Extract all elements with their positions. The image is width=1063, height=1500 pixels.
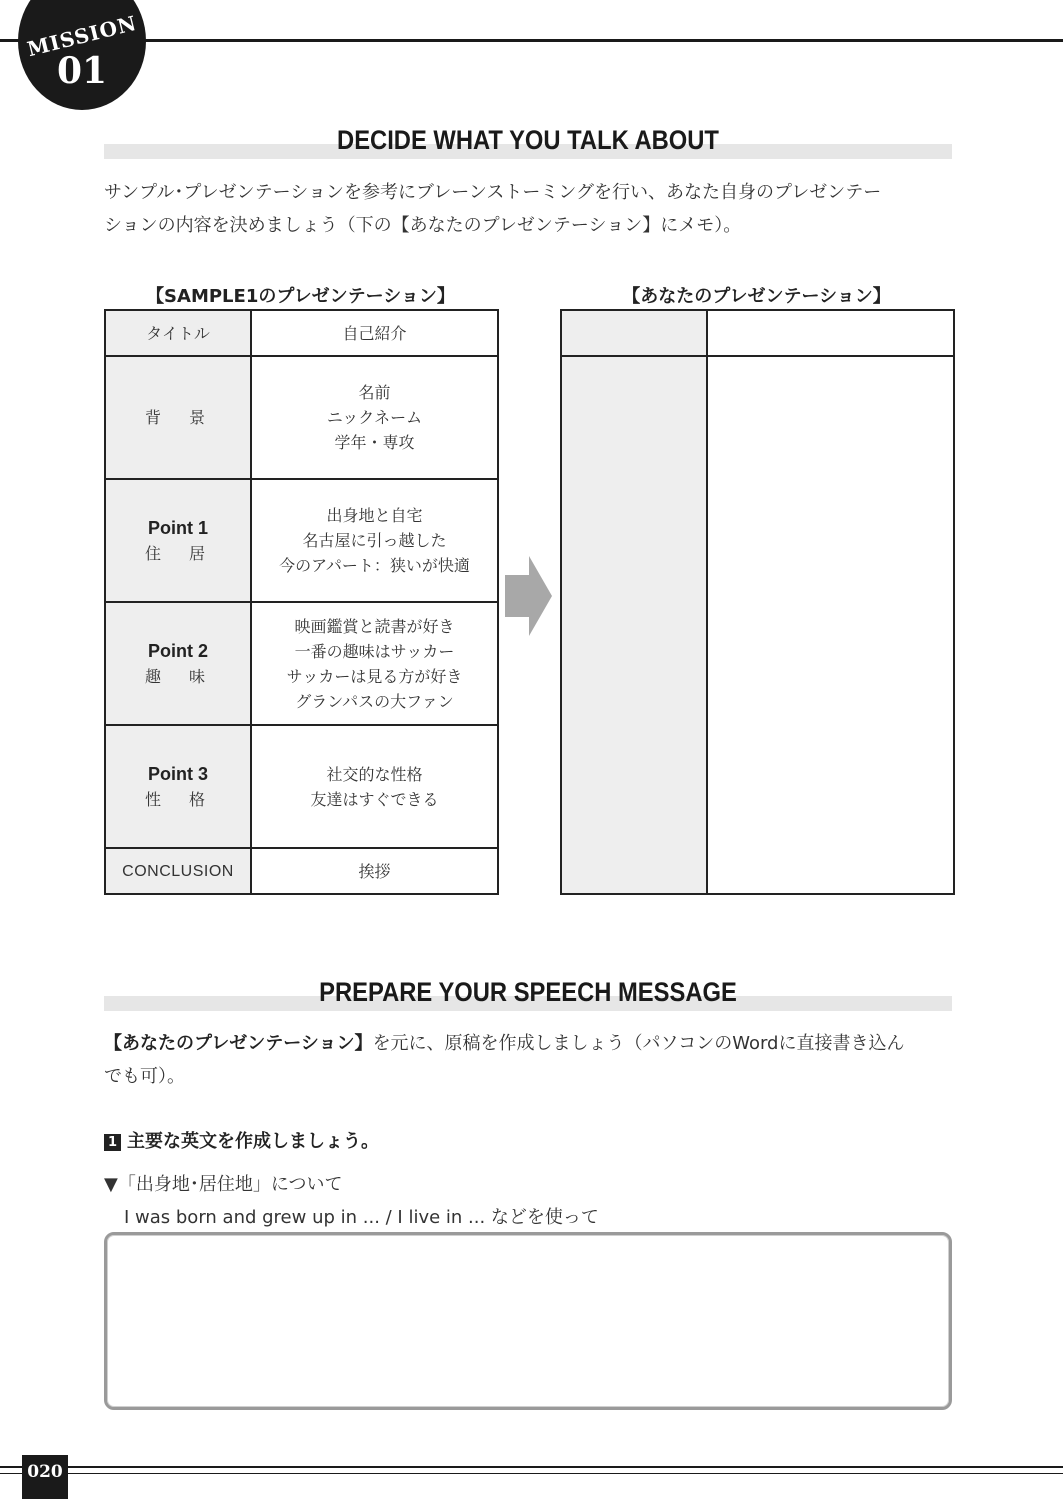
mission-badge [18, 0, 146, 110]
footer-rule [0, 1466, 1063, 1468]
your-title-key-cell[interactable] [561, 310, 707, 356]
table-row [105, 356, 498, 479]
your-presentation-table [560, 309, 955, 895]
section2-instruction-rest: を元に、原稿を作成しましょう（パソコンのWordに直接書き込ん [372, 1033, 905, 1054]
right-arrow-icon [505, 556, 553, 636]
step-number-box: 1 [104, 1134, 121, 1151]
sample-table-caption: 【SAMPLE1のプレゼンテーション】 [146, 286, 455, 307]
section1-instruction-line2: ションの内容を決めましょう（下の【あなたのプレゼンテーション】にメモ）。 [104, 215, 742, 236]
table-row [561, 310, 954, 356]
hint-line: I was born and grew up in ... / I live in ... などを使って [124, 1207, 599, 1228]
table-row [105, 848, 498, 894]
your-title-value-cell[interactable] [707, 310, 954, 356]
mission-label: MISSION [24, 10, 140, 62]
row-value-point2: 映画鑑賞と読書が好き 一番の趣味はサッカー サッカーは見る方が好き グランパスの大ファン [251, 602, 498, 725]
mission-number: 01 [56, 50, 108, 92]
row-value-background: 名前 ニックネーム 学年・専攻 [251, 356, 498, 479]
section2-title: PREPARE YOUR SPEECH MESSAGE [319, 977, 737, 1007]
row-value-point1: 出身地と自宅 名古屋に引っ越した 今のアパート：狭いが快適 [251, 479, 498, 602]
row-value-conclusion: 挨拶 [251, 848, 498, 894]
footer-rule-thin [0, 1473, 1063, 1474]
row-key-point3: Point 3 性 格 [105, 725, 251, 848]
row-key-background: 背 景 [105, 356, 251, 479]
section1-title: DECIDE WHAT YOU TALK ABOUT [337, 125, 719, 155]
section2-instruction-bold: 【あなたのプレゼンテーション】 [104, 1033, 373, 1054]
top-rule [0, 39, 1063, 42]
table-row [105, 602, 498, 725]
topic-line: ▼「出身地･居住地」について [104, 1174, 343, 1195]
row-key-title: タイトル [105, 310, 251, 356]
your-body-key-cell[interactable] [561, 356, 707, 894]
step-label: 主要な英文を作成しましょう。 [127, 1131, 379, 1152]
section1-instruction [104, 176, 964, 242]
row-key-point2: Point 2 趣 味 [105, 602, 251, 725]
your-body-value-cell[interactable] [707, 356, 954, 894]
row-key-conclusion: CONCLUSION [105, 848, 251, 894]
section2-instruction-line2: でも可）。 [104, 1066, 185, 1087]
your-table-caption: 【あなたのプレゼンテーション】 [622, 286, 891, 307]
row-value-point3: 社交的な性格 友達はすぐできる [251, 725, 498, 848]
step-heading [104, 1127, 379, 1153]
answer-textbox[interactable] [104, 1232, 952, 1410]
section2-instruction [104, 1027, 964, 1093]
table-row [105, 479, 498, 602]
row-value-title: 自己紹介 [251, 310, 498, 356]
table-row [105, 725, 498, 848]
table-row [561, 356, 954, 894]
sample-presentation-table [104, 309, 499, 895]
section1-instruction-line1: サンプル･プレゼンテーションを参考にブレーンストーミングを行い、あなた自身のプレゼンテー [104, 182, 882, 203]
table-row [105, 310, 498, 356]
page-number: 020 [22, 1455, 68, 1499]
row-key-point1: Point 1 住 居 [105, 479, 251, 602]
